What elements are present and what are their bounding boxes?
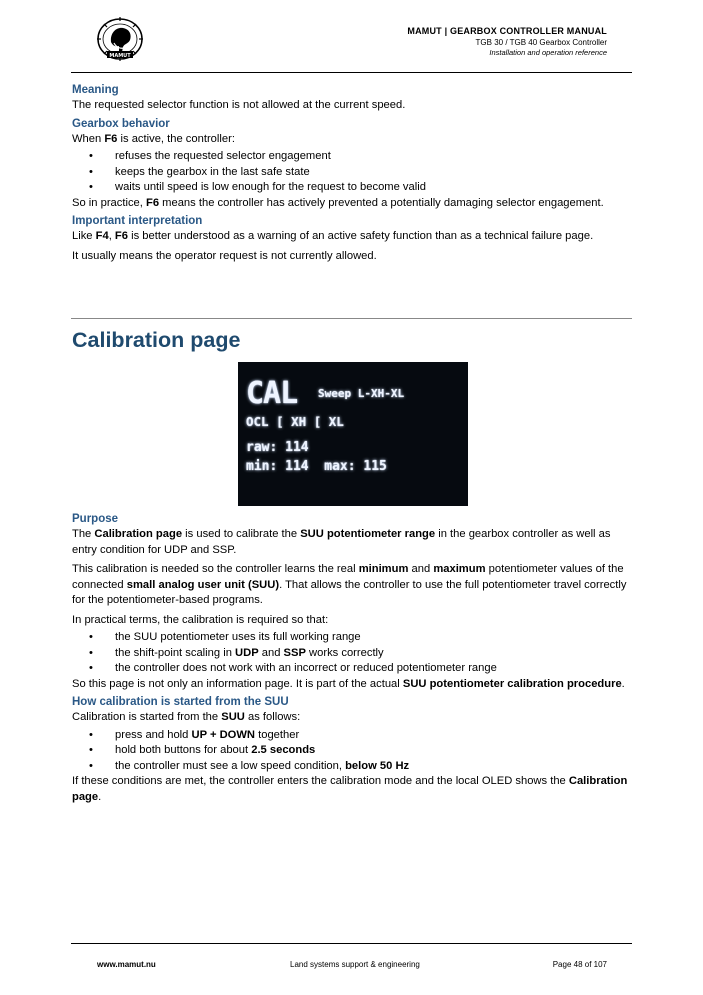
header-rule	[71, 72, 632, 73]
start-paragraph-2: If these conditions are met, the controller enters the calibration mode and the local OLED shows the Calibration page.	[72, 775, 628, 803]
start-heading: How calibration is started from the SUU	[72, 696, 289, 708]
interpretation-heading: Important interpretation	[72, 215, 203, 227]
header-subtitle: TGB 30 / TGB 40 Gearbox Controller	[475, 38, 607, 47]
section-title: Calibration page	[72, 328, 241, 352]
list-item: • waits until speed is low enough for the request to become valid	[72, 180, 632, 196]
oled-line-min-max: min: 114 max: 115	[246, 459, 387, 474]
footer-tagline: Land systems support & engineering	[290, 960, 420, 969]
purpose-paragraph-1: The Calibration page is used to calibrate the SUU potentiometer range in the gearbox controller as well as entry condition for UDP and SSP.	[72, 528, 611, 556]
behavior-heading: Gearbox behavior	[72, 117, 170, 130]
behavior-list	[72, 149, 632, 196]
list-item: • the controller must see a low speed condition, below 50 Hz	[72, 759, 632, 775]
start-list	[72, 728, 632, 775]
meaning-text: The requested selector function is not allowed at the current speed.	[72, 99, 406, 111]
oled-line-sweep: Sweep L-XH-XL	[318, 387, 405, 400]
list-item: • the shift-point scaling in UDP and SSP works correctly	[72, 646, 632, 662]
behavior-outro: So in practice, F6 means the controller has actively prevented a potentially damaging selector engagement.	[72, 196, 604, 209]
section-divider	[71, 318, 632, 319]
footer-rule	[71, 943, 632, 944]
oled-line-ocl: OCL [ XH [ XL	[246, 414, 344, 429]
list-item: • refuses the requested selector engagement	[72, 149, 632, 165]
header-doc-type: Installation and operation reference	[489, 48, 607, 57]
company-logo	[94, 16, 146, 64]
interpretation-text: Like F4, F6 is better understood as a warning of an active safety function than as a technical failure page.	[72, 230, 594, 242]
behavior-intro: When F6 is active, the controller:	[72, 132, 235, 145]
interpretation-text-2: It usually means the operator request is not currently allowed.	[72, 249, 377, 262]
list-item: • the SUU potentiometer uses its full working range	[72, 630, 632, 646]
start-paragraph-1: Calibration is started from the SUU as follows:	[72, 711, 301, 723]
list-item: • press and hold UP + DOWN together	[72, 728, 632, 744]
oled-calibration-display	[238, 362, 468, 506]
list-item: • the controller does not work with an incorrect or reduced potentiometer range	[72, 661, 632, 677]
footer-page-number: Page 48 of 107	[552, 960, 607, 969]
meaning-heading: Meaning	[72, 84, 119, 96]
purpose-list	[72, 630, 632, 677]
logo-lettering: MAMUT	[109, 53, 131, 59]
list-item: • hold both buttons for about 2.5 seconds	[72, 743, 632, 759]
purpose-section	[72, 512, 632, 805]
header-title: MAMUT | GEARBOX CONTROLLER MANUAL	[407, 26, 607, 36]
list-item: • keeps the gearbox in the last safe state	[72, 165, 632, 181]
page-header	[407, 25, 607, 58]
purpose-paragraph-3: In practical terms, the calibration is required so that:	[72, 613, 329, 626]
oled-line-raw: raw: 114	[246, 440, 309, 455]
top-section	[72, 83, 632, 264]
oled-line-cal: CAL	[246, 376, 298, 411]
purpose-paragraph-2: This calibration is needed so the controller learns the real minimum and maximum potentiometer values of the connected small analog user unit (SUU). That allows the controller to use the full potentiometer travel correctly for the potentiometer-based programs.	[72, 563, 627, 606]
purpose-paragraph-4: So this page is not only an information page. It is part of the actual SUU potentiometer calibration procedure.	[72, 677, 625, 690]
footer-website[interactable]: www.mamut.nu	[97, 960, 156, 969]
purpose-heading: Purpose	[72, 513, 119, 525]
